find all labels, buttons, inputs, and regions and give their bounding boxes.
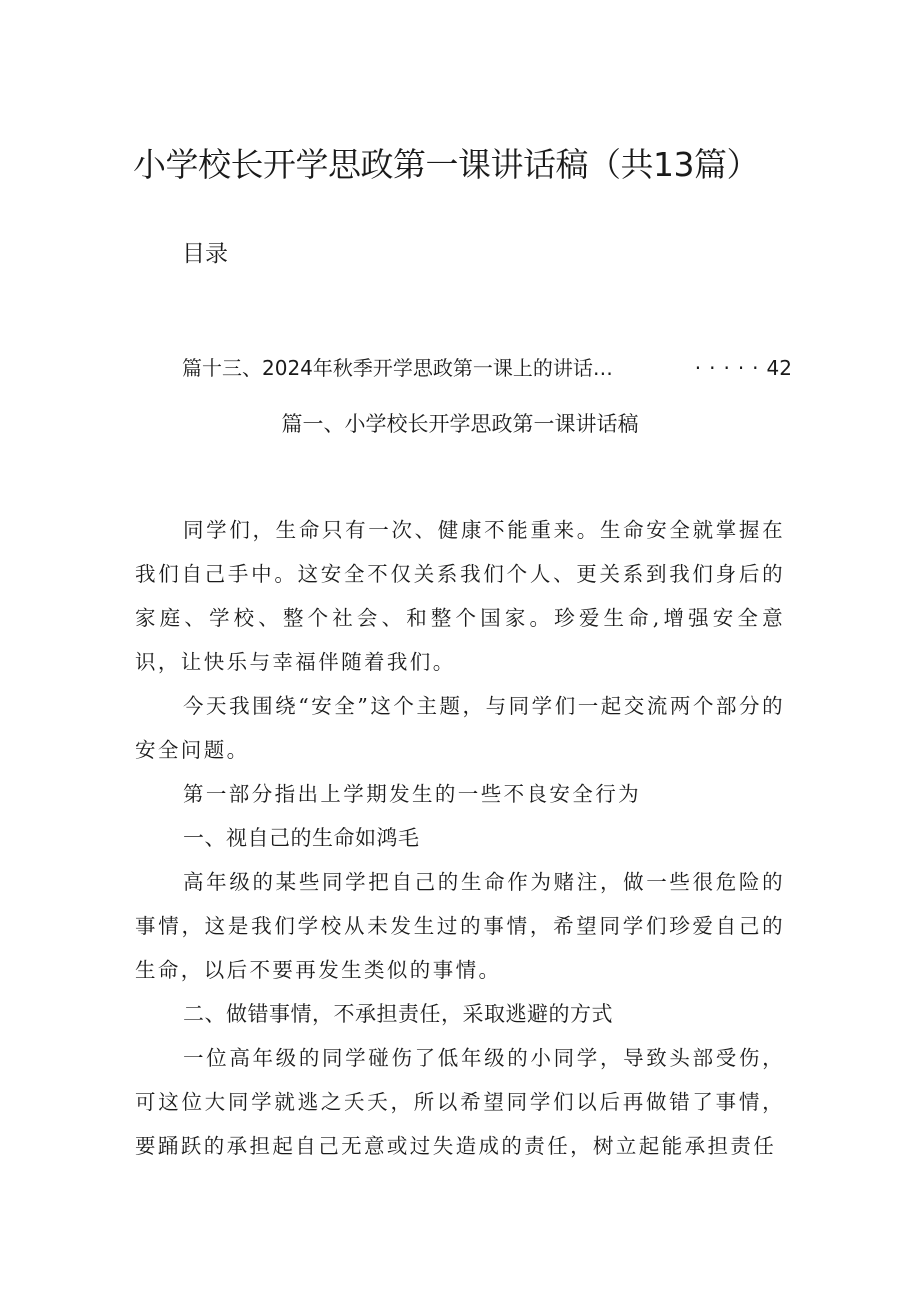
- body-paragraph: 高年级的某些同学把自己的生命作为赌注，做一些很危险的事情，这是我们学校从未发生过的事情，希望同学们珍爱自己的生命，以后不要再发生类似的事情。: [135, 870, 785, 982]
- toc-entry[interactable]: [182, 350, 792, 386]
- toc-entry-title: 篇十三、2024年秋季开学思政第一课上的讲话…: [182, 356, 613, 380]
- toc-entry-page: 42: [766, 356, 792, 380]
- toc-heading: 目录: [182, 241, 228, 267]
- body-paragraph: 一位高年级的同学碰伤了低年级的小同学，导致头部受伤，可这位大同学就逃之夭夭，所以希望同学们以后再做错了事情，要踊跃的承担起自己无意或过失造成的责任，树立起能承担责任: [135, 1046, 785, 1158]
- subheading: 一、视自己的生命如鸿毛: [183, 826, 420, 850]
- body-paragraph: 第一部分指出上学期发生的一些不良安全行为: [183, 782, 641, 806]
- section-heading: 篇一、小学校长开学思政第一课讲话稿: [281, 412, 639, 436]
- document-body: [135, 508, 785, 1168]
- subheading: 二、做错事情，不承担责任，采取逃避的方式: [183, 1002, 613, 1026]
- body-paragraph: 同学们，生命只有一次、健康不能重来。生命安全就掌握在我们自己手中。这安全不仅关系我们个人、更关系到我们身后的家庭、学校、整个社会、和整个国家。珍爱生命,增强安全意识，让快乐与幸福伴随着我们。: [135, 518, 785, 674]
- toc-entry-leader: ·····: [694, 356, 767, 380]
- document-title: 小学校长开学思政第一课讲话稿（共13篇）: [133, 145, 759, 184]
- body-paragraph: 今天我围绕“安全”这个主题，与同学们一起交流两个部分的安全问题。: [135, 694, 785, 762]
